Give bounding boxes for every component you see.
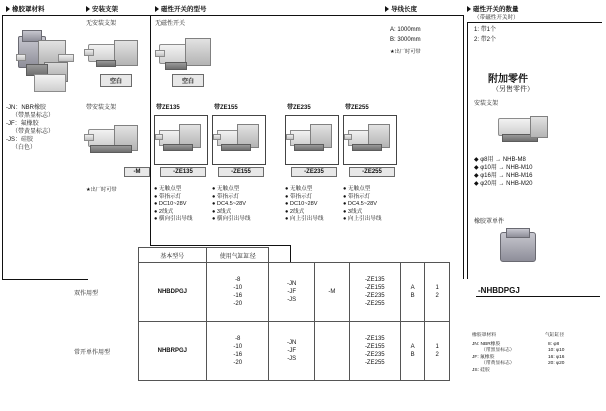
row-bracket-double-acting: -M: [314, 263, 349, 322]
accessory-boot-title: 橡胶罩单件: [474, 219, 505, 225]
switch-model-title-2: 带ZE235: [287, 105, 311, 111]
triangle-marker-icon: [385, 6, 389, 12]
row-bore-single-acting: -8 -10 -16 -20: [207, 322, 269, 381]
switch-model-specs-0: ● 无触点型 ● 带指示灯 ● DC10~28V ● 2线式 ● 横向引出导线: [154, 186, 193, 222]
table-header-row: [70, 248, 450, 263]
row-bore-double-acting: -8 -10 -16 -20: [207, 263, 269, 322]
switch-model-title-1: 带ZE155: [214, 105, 238, 111]
accessory-boot-right-list: 8: φ8 10: φ10 16: φ16 20: φ20: [548, 342, 565, 367]
bracket-none-label: 无安装支架: [86, 21, 117, 27]
accessory-bracket-title: 安装支架: [474, 101, 499, 107]
row-wire-single-acting: A B: [400, 322, 425, 381]
header-rubber-material: 橡胶罩材料: [6, 4, 45, 13]
rubber-material-options: [6, 104, 80, 152]
header-switch-qty: 磁性开关的数量: [467, 4, 519, 13]
rubber-option-js: -JS：硅胶: [6, 137, 34, 143]
row-switch-double-acting: -ZE135 -ZE155 -ZE235 -ZE255: [349, 263, 400, 322]
triangle-marker-icon: [6, 6, 10, 12]
table-row: [70, 263, 450, 322]
row-qty-single-acting: 1 2: [425, 322, 450, 381]
table-header-switch: [349, 248, 400, 263]
header-switch-qty-note: （带磁性开关时）: [474, 15, 519, 21]
switch-none-label: 无磁性开关: [155, 21, 186, 27]
row-model-double-acting: NHBDPGJ: [138, 263, 207, 322]
accessory-bracket-list: ◆ φ8用 → NHB-M8 ◆ φ10用 → NHB-M10 ◆ φ16用 → NHB-M16 ◆ φ20用 → NHB-M20: [474, 157, 533, 187]
connector-wire-vline: [463, 15, 464, 279]
rubber-option-jn: -JN：NBR橡胶: [6, 105, 46, 111]
rubber-option-jf-sub: （带黄显标志）: [12, 129, 55, 135]
switch-none-tag: 空白: [172, 74, 204, 87]
row-model-single-acting: NHBRPGJ: [138, 322, 207, 381]
wire-length-a: A: 1000mm: [390, 27, 421, 33]
accessory-boot-right-title: 气缸缸径: [545, 333, 565, 338]
switch-model-title-0: 带ZE135: [156, 105, 180, 111]
accessory-boot-left-title: 橡胶罩材料: [472, 333, 496, 338]
switch-model-title-3: 带ZE255: [345, 105, 369, 111]
accessory-title: 附加零件: [488, 74, 528, 85]
header-bracket: 安装支架: [86, 4, 118, 13]
switch-model-illustration-2: [285, 115, 339, 165]
switch-model-illustration-3: [343, 115, 397, 165]
accessory-boot-left-list: JN: NBR橡胶 （带黑显标志） JF: 氟橡胶 （带黄显标志） JS: 硅胶: [472, 342, 515, 373]
bracket-with-label: 带安装支架: [86, 105, 117, 111]
row-switch-single-acting: -ZE135 -ZE155 -ZE235 -ZE255: [349, 322, 400, 381]
wire-star-note: ★出厂时可带: [390, 49, 421, 55]
header-divider-qty: [467, 22, 602, 23]
accessory-subtitle: （另售零件）: [492, 86, 534, 93]
bracket-none-tag: 空白: [100, 74, 132, 87]
row-qty-double-acting: 1 2: [425, 263, 450, 322]
rubber-option-jn-sub: （带黑显标志）: [12, 113, 55, 119]
row-rubber-single-acting: -JN -JF -JS: [269, 322, 315, 381]
rubber-option-js-sub: （白色）: [12, 145, 37, 151]
bracket-star-note: ★出厂时可带: [86, 187, 117, 193]
row-wire-double-acting: A B: [400, 263, 425, 322]
table-header-qty: [425, 248, 450, 263]
wire-length-b: B: 3000mm: [390, 37, 421, 43]
header-divider-wire: [385, 15, 463, 16]
switch-model-specs-2: ● 无触点型 ● 带指示灯 ● DC10~28V ● 2线式 ● 向上引出导线: [285, 186, 324, 222]
triangle-marker-icon: [467, 6, 471, 12]
switch-model-specs-3: ● 无触点型 ● 带指示灯 ● DC4.5~28V ● 3线式 ● 向上引出导线: [343, 186, 382, 222]
triangle-marker-icon: [86, 6, 90, 12]
row-bracket-single-acting: [314, 322, 349, 381]
table-header-model: 基本型号: [138, 248, 207, 263]
table-header-rubber: [269, 248, 315, 263]
table-row: [70, 322, 450, 381]
accessory-boot-divider: [476, 296, 600, 297]
row-rubber-double-acting: -JN -JF -JS: [269, 263, 315, 322]
header-wire-length: 导线长度: [385, 4, 417, 13]
connector-qty-vline: [467, 22, 468, 279]
rubber-option-jf: -JF：氟橡胶: [6, 121, 39, 127]
table-header-wire: [400, 248, 425, 263]
row-type-double-acting: 双作用型: [74, 290, 99, 297]
switch-model-illustration-0: [154, 115, 208, 165]
table-header-type: [70, 248, 138, 263]
switch-model-illustration-1: [212, 115, 266, 165]
connector-left-edge: [2, 15, 3, 279]
connector-bracket-hline: [150, 245, 290, 246]
table-header-bore: 使用气缸缸径: [207, 248, 269, 263]
switch-model-tag-2: -ZE235: [291, 167, 337, 177]
bracket-with-tag: -M: [124, 167, 150, 177]
switch-model-specs-1: ● 无触点型 ● 带指示灯 ● DC4.5~28V ● 3线式 ● 横向引出导线: [212, 186, 251, 222]
accessory-bracket-illustration: [494, 110, 554, 150]
triangle-marker-icon: [155, 6, 159, 12]
accessory-boot-illustration: [494, 228, 550, 270]
qty-one: 1: 带1个: [474, 27, 497, 33]
rubber-boot-illustration: [14, 24, 78, 102]
switch-model-tag-0: -ZE135: [160, 167, 206, 177]
connector-bracket-vline: [150, 15, 151, 245]
switch-model-tag-1: -ZE155: [218, 167, 264, 177]
switch-model-tag-3: -ZE255: [349, 167, 395, 177]
qty-two: 2: 带2个: [474, 37, 497, 43]
model-code-table: [70, 247, 450, 381]
header-divider-left: [2, 15, 385, 16]
row-type-single-acting: 常开单作用型: [74, 349, 111, 356]
header-switch-model: 磁性开关的型号: [155, 4, 207, 13]
bracket-with-illustration: [84, 115, 146, 161]
accessory-boot-code: -NHBDPGJ: [478, 286, 520, 295]
table-header-bracket: [314, 248, 349, 263]
